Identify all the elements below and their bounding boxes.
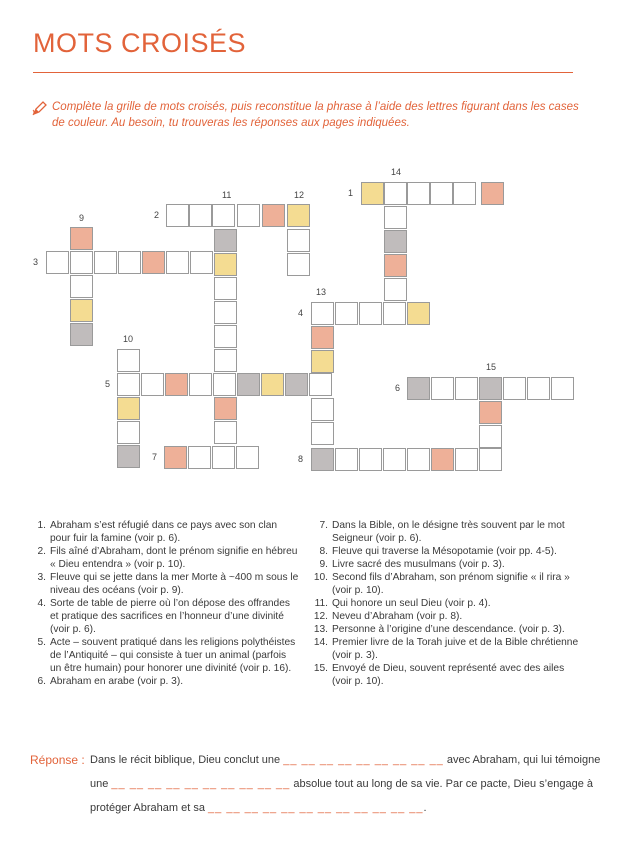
crossword-cell[interactable] [212, 446, 235, 469]
clue-item-text: Dans la Bible, on le désigne très souvent par le mot Seigneur (voir p. 6). [332, 520, 565, 544]
clue-item-number: 8. [319, 546, 328, 557]
crossword-cell[interactable] [361, 182, 384, 205]
crossword-cell[interactable] [431, 377, 454, 400]
clue-item-number: 15. [313, 663, 328, 674]
crossword-cell[interactable] [551, 377, 574, 400]
crossword-cell[interactable] [287, 253, 310, 276]
crossword-cell[interactable] [214, 301, 237, 324]
clue-item-number: 10. [313, 572, 328, 583]
crossword-cell[interactable] [311, 302, 334, 325]
crossword-cell[interactable] [237, 373, 260, 396]
crossword-cell[interactable] [70, 251, 93, 274]
clue-number: 7 [152, 452, 158, 462]
crossword-cell[interactable] [117, 373, 140, 396]
clue-item-text: Sorte de table de pierre où l’on dépose des offrandes et pratique des sacrifices en l’honneur d’une divinité (voir p. 6). [50, 598, 290, 635]
crossword-cell[interactable] [236, 446, 259, 469]
clue-number: 1 [348, 188, 354, 198]
crossword-cell[interactable] [189, 373, 212, 396]
crossword-cell[interactable] [455, 448, 478, 471]
clue-number: 5 [105, 379, 111, 389]
crossword-cell[interactable] [384, 182, 407, 205]
crossword-cell[interactable] [481, 182, 504, 205]
answer-text: Dans le récit biblique, Dieu conclut une [90, 754, 281, 766]
clue-item-text: Acte – souvent pratiqué dans les religions polythéistes de l’Antiquité – qui consiste à tuer un animal (parfois un être humain) pour honorer une divinité (voir p. 16). [50, 637, 296, 674]
answer-blank[interactable]: __ __ __ __ __ __ __ __ __ [283, 754, 444, 766]
clue-item-text: Fleuve qui se jette dans la mer Morte à ~400 m sous le niveau des océans (voir p. 9). [50, 572, 299, 596]
clue-item [30, 597, 300, 636]
answer-text: avec Abraham, qui lui témoigne [446, 754, 601, 766]
answer-line-2 [90, 778, 593, 790]
crossword-cell[interactable] [309, 373, 332, 396]
crossword-cell[interactable] [212, 204, 235, 227]
clue-item-text: Premier livre de la Torah juive et de la Bible chrétienne (voir p. 3). [332, 637, 579, 661]
clue-number: 9 [79, 213, 85, 223]
clue-number: 12 [294, 190, 305, 200]
clue-item-text: Abraham en arabe (voir p. 3). [50, 676, 184, 687]
clue-number: 6 [395, 383, 401, 393]
clue-item [312, 571, 582, 597]
crossword-cell[interactable] [311, 350, 334, 373]
crossword-cell[interactable] [287, 204, 310, 227]
crossword-cell[interactable] [94, 251, 117, 274]
crossword-cell[interactable] [311, 398, 334, 421]
crossword-cell[interactable] [117, 349, 140, 372]
clue-item [312, 545, 582, 558]
crossword-cell[interactable] [214, 253, 237, 276]
clue-number: 3 [33, 257, 39, 267]
clue-item-number: 1. [37, 520, 46, 531]
crossword-cell[interactable] [479, 377, 502, 400]
crossword-cell[interactable] [384, 254, 407, 277]
answer-label: Réponse : [30, 753, 85, 767]
clues-left-column [30, 519, 300, 688]
answer-line-1 [90, 754, 600, 766]
crossword-cell[interactable] [407, 377, 430, 400]
clue-item [30, 571, 300, 597]
crossword-cell[interactable] [214, 277, 237, 300]
crossword-cell[interactable] [407, 448, 430, 471]
answer-text: une [90, 778, 109, 790]
crossword-cell[interactable] [407, 182, 430, 205]
crossword-cell[interactable] [262, 204, 285, 227]
crossword-cell[interactable] [383, 302, 406, 325]
clue-number: 11 [222, 190, 232, 200]
clue-number: 8 [298, 454, 304, 464]
clue-item [30, 545, 300, 571]
crossword-cell[interactable] [214, 229, 237, 252]
clue-item [30, 519, 300, 545]
crossword-cell[interactable] [214, 349, 237, 372]
crossword-cell[interactable] [527, 377, 550, 400]
crossword-cell[interactable] [117, 421, 140, 444]
answer-text: . [423, 802, 427, 814]
answer-blank[interactable]: __ __ __ __ __ __ __ __ __ __ __ __ [208, 802, 424, 814]
clue-item-text: Second fils d’Abraham, son prénom signifie « il rira » (voir p. 10). [332, 572, 570, 596]
crossword-cell[interactable] [189, 204, 212, 227]
clue-item-text: Personne à l’origine d’une descendance. (voir p. 3). [332, 624, 565, 635]
crossword-cell[interactable] [503, 377, 526, 400]
crossword-cell[interactable] [311, 422, 334, 445]
crossword-cell[interactable] [166, 204, 189, 227]
clue-item-number: 9. [319, 559, 328, 570]
clue-item-text: Fils aîné d’Abraham, dont le prénom signifie en hébreu « Dieu entendra » (voir p. 10). [50, 546, 298, 570]
crossword-cell[interactable] [261, 373, 284, 396]
crossword-cell[interactable] [479, 401, 502, 424]
answer-text: absolue tout au long de sa vie. Par ce pacte, Dieu s’engage à [293, 778, 593, 790]
crossword-cell[interactable] [46, 251, 69, 274]
crossword-cell[interactable] [384, 230, 407, 253]
clue-item [312, 558, 582, 571]
clue-item [312, 597, 582, 610]
clue-item-number: 11. [314, 598, 328, 609]
title-rule [33, 72, 573, 73]
crossword-cell[interactable] [285, 373, 308, 396]
clue-item [312, 610, 582, 623]
crossword-cell[interactable] [455, 377, 478, 400]
clue-number: 13 [316, 287, 327, 297]
crossword-cell[interactable] [214, 325, 237, 348]
clue-item [30, 636, 300, 675]
clue-item-number: 12. [313, 611, 328, 622]
clue-item [30, 675, 300, 688]
crossword-cell[interactable] [287, 229, 310, 252]
crossword-cell[interactable] [407, 302, 430, 325]
instruction-text: Complète la grille de mots croisés, puis reconstitue la phrase à l’aide des lettres figurant dans les cases de couleur. Au besoin, tu trouveras les réponses aux pages indiquées. [52, 101, 579, 129]
crossword-cell[interactable] [117, 445, 140, 468]
crossword-cell[interactable] [117, 397, 140, 420]
crossword-cell[interactable] [214, 397, 237, 420]
crossword-cell[interactable] [188, 446, 211, 469]
clue-item [312, 623, 582, 636]
crossword-cell[interactable] [118, 251, 141, 274]
crossword-cell[interactable] [335, 448, 358, 471]
crossword-cell[interactable] [141, 373, 164, 396]
crossword-cell[interactable] [311, 448, 334, 471]
clue-number: 10 [123, 334, 134, 344]
clue-item-text: Qui honore un seul Dieu (voir p. 4). [332, 598, 491, 609]
crossword-cell[interactable] [479, 448, 502, 471]
clue-number: 15 [486, 362, 497, 372]
crossword-cell[interactable] [164, 446, 187, 469]
crossword-cell[interactable] [70, 323, 93, 346]
crossword-cell[interactable] [453, 182, 476, 205]
clue-item-number: 5. [37, 637, 46, 648]
clue-item-number: 2. [37, 546, 46, 557]
clue-item-text: Envoyé de Dieu, souvent représenté avec des ailes (voir p. 10). [332, 663, 565, 687]
crossword-cell[interactable] [166, 251, 189, 274]
clue-item-number: 14. [313, 637, 328, 648]
clue-item-number: 7. [319, 520, 328, 531]
page-title: MOTS CROISÉS [33, 28, 247, 58]
crossword-cell[interactable] [431, 448, 454, 471]
crossword-cell[interactable] [383, 448, 406, 471]
clue-item-text: Abraham s’est réfugié dans ce pays avec son clan pour fuir la famine (voir p. 6). [50, 520, 278, 544]
crossword-cell[interactable] [479, 425, 502, 448]
clue-number: 14 [391, 167, 402, 177]
answer-text: protéger Abraham et sa [90, 802, 205, 814]
crossword-cell[interactable] [70, 227, 93, 250]
crossword-cell[interactable] [70, 299, 93, 322]
clue-item-number: 13. [313, 624, 328, 635]
crossword-cell[interactable] [142, 251, 165, 274]
crossword-cell[interactable] [311, 326, 334, 349]
crossword-cell[interactable] [237, 204, 260, 227]
clue-item-text: Livre sacré des musulmans (voir p. 3). [332, 559, 505, 570]
pencil-icon [32, 100, 48, 116]
answer-blank[interactable]: __ __ __ __ __ __ __ __ __ __ [111, 778, 291, 790]
clue-item-number: 6. [37, 676, 46, 687]
crossword-cell[interactable] [430, 182, 453, 205]
crossword-cell[interactable] [214, 421, 237, 444]
clues-right-column [312, 519, 582, 688]
clue-number: 4 [298, 308, 304, 318]
crossword-cell[interactable] [165, 373, 188, 396]
crossword-cell[interactable] [190, 251, 213, 274]
clue-item [312, 636, 582, 662]
clue-item [312, 519, 582, 545]
crossword-cell[interactable] [384, 206, 407, 229]
clue-item-text: Fleuve qui traverse la Mésopotamie (voir pp. 4-5). [332, 546, 557, 557]
answer-line-3 [90, 802, 427, 814]
clue-item-text: Neveu d’Abraham (voir p. 8). [332, 611, 463, 622]
clue-item-number: 4. [37, 598, 46, 609]
crossword-cell[interactable] [359, 448, 382, 471]
crossword-cell[interactable] [70, 275, 93, 298]
clue-number: 2 [154, 210, 160, 220]
crossword-cell[interactable] [335, 302, 358, 325]
crossword-cell[interactable] [359, 302, 382, 325]
crossword-cell[interactable] [213, 373, 236, 396]
clue-item [312, 662, 582, 688]
crossword-cell[interactable] [384, 278, 407, 301]
clue-item-number: 3. [37, 572, 46, 583]
